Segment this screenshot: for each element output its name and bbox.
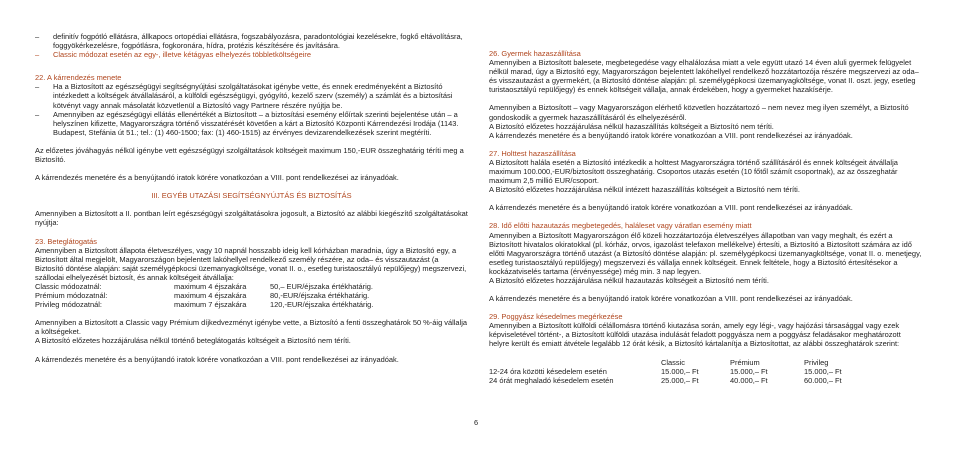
section-heading-27: 27. Holttest hazaszállítása xyxy=(489,148,576,158)
table-header: Classic Prémium Privileg xyxy=(661,357,829,367)
table-row: Privileg módozatnál: maximum 7 éjszakára 120,-EUR/éjszaka értékhatárig. xyxy=(35,300,374,310)
paragraph-prior-consent: A Biztosító előzetes hozzájárulása nélkül hazaszállítás költségeit a Biztosító nem téríti. xyxy=(489,121,774,131)
paragraph-child-2: Amennyiben a Biztosított – vagy Magyarországon elérhető közvetlen hozzátartozó – nem nevez meg ilyen személyt, a Biztosító gondoskodik a gyermek hazaszállításáról és elhelyezéséről. xyxy=(489,103,909,122)
paragraph-visit: Amennyiben a Biztosított állapota életveszélyes, vagy 10 napnál hosszabb ideig kell kórházban maradnia, úgy a Biztosító egy, a Biztosított által megjelölt, Magyarországon bejelentett lakóhellyel rendelkező személy részére, az oda– és visszautazást (a Biztosító döntése alapján: saját személygépkocsi üzemanyagköltsége, vonat II. o., esetleg turistaosztályú repülőjegy) megszervezi, szállodai elhelyezését biztosít, és annak költségeit átvállalja: xyxy=(35,245,467,282)
section-heading-26: 26. Gyermek hazaszállítása xyxy=(489,49,581,58)
paragraph-claims: A kárrendezés menetére és a benyújtandó iratok körére vonatkozóan a VIII. pont rendelkezései az irányadóak. xyxy=(35,173,399,183)
section-heading-29: 29. Poggyász késedelmes megérkezése xyxy=(489,312,623,322)
paragraph-claims: A kárrendezés menetére és a benyújtandó iratok körére vonatkozóan a VIII. pont rendelkezései az irányadóak. xyxy=(35,354,399,364)
paragraph-claims: A kárrendezés menetére és a benyújtandó iratok körére vonatkozóan a VIII. pont rendelkezései az irányadóak. xyxy=(489,130,853,140)
paragraph-max-amount: Az előzetes jóváhagyás nélkül igénybe vett egészségügyi szolgáltatások költségeit maximum 150,-EUR összeghatárig téríti meg a Biztosító. xyxy=(35,145,464,165)
list-item: – definitív fogpótló ellátásra, állkapocs ortopédiai ellátásra, fogszabályozásra, paradontológiai kezelésekre, fogkő eltávolításra, foggyökérkezelésre, fogpótlásra, fogkoronára, hídra, protézis készítésére és javítására. xyxy=(35,32,463,51)
list-item: – Ha a Biztosított az egészségügyi segítségnyújtási szolgáltatásokat igénybe vette, és ennek eredményeként a Biztosító intézkedett a költségek átvállalásáról, a külföldi egészségügyi, gyógyító, kezelő szerv (személy) a számlát és a biztosítási kötvényt vagy annak másolatát közvetlenül a Biztosító vagy Partnere részére nyújtja be. xyxy=(35,82,453,110)
table-row: 24 órát meghaladó késedelem esetén 25.000,– Ft 40.000,– Ft 60.000,– Ft xyxy=(489,375,842,385)
section-heading-28: 28. Idő előtti hazautazás megbetegedés, haláleset vagy váratlan esemény miatt xyxy=(489,221,752,231)
paragraph-prior-consent: A Biztosító előzetes hozzájárulása nélkül hazautazás költségeit a Biztosító nem téríti. xyxy=(489,275,769,285)
luggage-table xyxy=(489,358,922,385)
paragraph-prior-consent: A Biztosító előzetes hozzájárulása nélkül intézett hazaszállítás költségeit a Biztosító nem téríti. xyxy=(489,185,800,195)
left-column xyxy=(35,32,468,364)
paragraph-prior-consent: A Biztosító előzetes hozzájárulása nélkül történő beteglátogatás költségeit a Biztosító nem téríti. xyxy=(35,336,351,346)
paragraph-child: Amennyiben a Biztosított balesete, megbetegedése vagy elhalálozása miatt a vele együtt utazó 14 éven aluli gyermek felügyelet nélkül marad, úgy a Biztosító egy, Magyarországon bejelentett lakóhellyel rendelkező hozzátartozója részére megszervezi az oda– és visszautazást a gyermekért, (a Biztosító döntése alapján: pl. személygépkocsi üzemanyagköltsége, vonat II. oszt. jegy, esetleg turistaosztályú repülőjegy) és ennek költségeit vállalja, annak érdekében, hogy a gyermeket hazakísérje. xyxy=(489,58,919,95)
paragraph-luggage: Amennyiben a Biztosított külföldi célállomásra történő kiutazása során, amely egy légi-, vagy hajózási társasággal vagy ezek képviseletével történt-, a Biztosított külföldi utazása indulását feladott poggyásza nem a poggyász feladásakor meghatározott helyre került és emiatt átvétele legalább 12 órát késik, a Biztosító kártalanítja a Biztosítottat, az alábbi összeghatárok szerint: xyxy=(489,321,901,349)
table-row: Prémium módozatnál: maximum 4 éjszakára 80,-EUR/éjszaka értékhatárig. xyxy=(35,291,370,301)
paragraph-claims: A kárrendezés menetére és a benyújtandó iratok körére vonatkozóan a VIII. pont rendelkezései az irányadóak. xyxy=(489,203,853,213)
paragraph-classic-discount: Amennyiben a Biztosított a Classic vagy Prémium díjkedvezményt igénybe vette, a Biztosító a fenti összeghatárok 50 %-áig vállalja a költségeket. xyxy=(35,318,468,337)
list-item: – Amennyiben az egészségügyi ellátás ellenértékét a Biztosított – a biztosítási esemény előírtak szerinti bejelentése után – a helyszínen kifizette, Magyarországra történő visszatérését követően a kárt a Biztosító Központi Kárrendezési Irodája (1143. Budapest, Stefánia út 51.; tel.: (1) 460-1500; fax: (1) 460-1515) az érvényes devizarendelkezések szerint megtéríti. xyxy=(35,109,459,137)
paragraph-early-return: Amennyiben a Biztosított Magyarországon élő közeli hozzátartozója életveszélyes állapotban van vagy meghalt, és ezért a Biztosított hivatalos okiratokkal (pl. kórház, orvos, igazolást telefaxon mellékelve) értesíti, a Biztosító a Biztosított számára az idő előtti Magyarországra történő utazást (a Biztosító döntése alapján: pl. személygépkocsi üzemanyagköltsége, vonat II. o. menetjegy, esetleg turistaosztályú repülőjegy) megszervezi és vállalja ennek költségeit. Ennek feltétele, hogy a Biztosító értesítésekor a kockázatviselés tartama (érvényessége) még min. 3 nap legyen. xyxy=(489,230,922,276)
section-heading-22: 22. A kárrendezés menete xyxy=(35,73,122,83)
paragraph-remains: A Biztosított halála esetén a Biztosító intézkedik a holttest Magyarországra történő szállításáról és ennek költségeit átvállalja maximum 100.000,-EUR/biztosított összeghatárig. Csoportos utazás esetén (10 főtől számít csoportnak), az az összeghatár maximum 2,5 millió EUR/csoport. xyxy=(489,157,898,186)
section-title: III. EGYÉB UTAZÁSI SEGÍTSÉGNYÚJTÁS ÉS BIZTOSÍTÁS xyxy=(151,191,352,201)
page-number: 6 xyxy=(474,418,479,427)
visit-table xyxy=(35,282,468,309)
paragraph-intro: Amennyiben a Biztosított a II. pontban leírt egészségügyi szolgáltatásokra jogosult, a Biztosító az alábbi kiegészítő szolgáltatásokat nyújtja: xyxy=(35,209,468,228)
list-item: – Classic módozat esetén az egy-, illetve kétágyas elhelyezés többletköltségeire xyxy=(35,50,311,60)
table-row: Classic módozatnál: maximum 4 éjszakára 50,– EUR/éjszaka értékhatárig. xyxy=(35,281,373,291)
section-heading-23: 23. Beteglátogatás xyxy=(35,236,98,246)
right-column xyxy=(489,49,922,385)
table-row: 12-24 óra közötti késedelem esetén 15.000,– Ft 15.000,– Ft 15.000,– Ft xyxy=(489,366,842,376)
paragraph-claims: A kárrendezés menetére és a benyújtandó iratok körére vonatkozóan a VIII. pont rendelkezései az irányadóak. xyxy=(489,294,853,304)
